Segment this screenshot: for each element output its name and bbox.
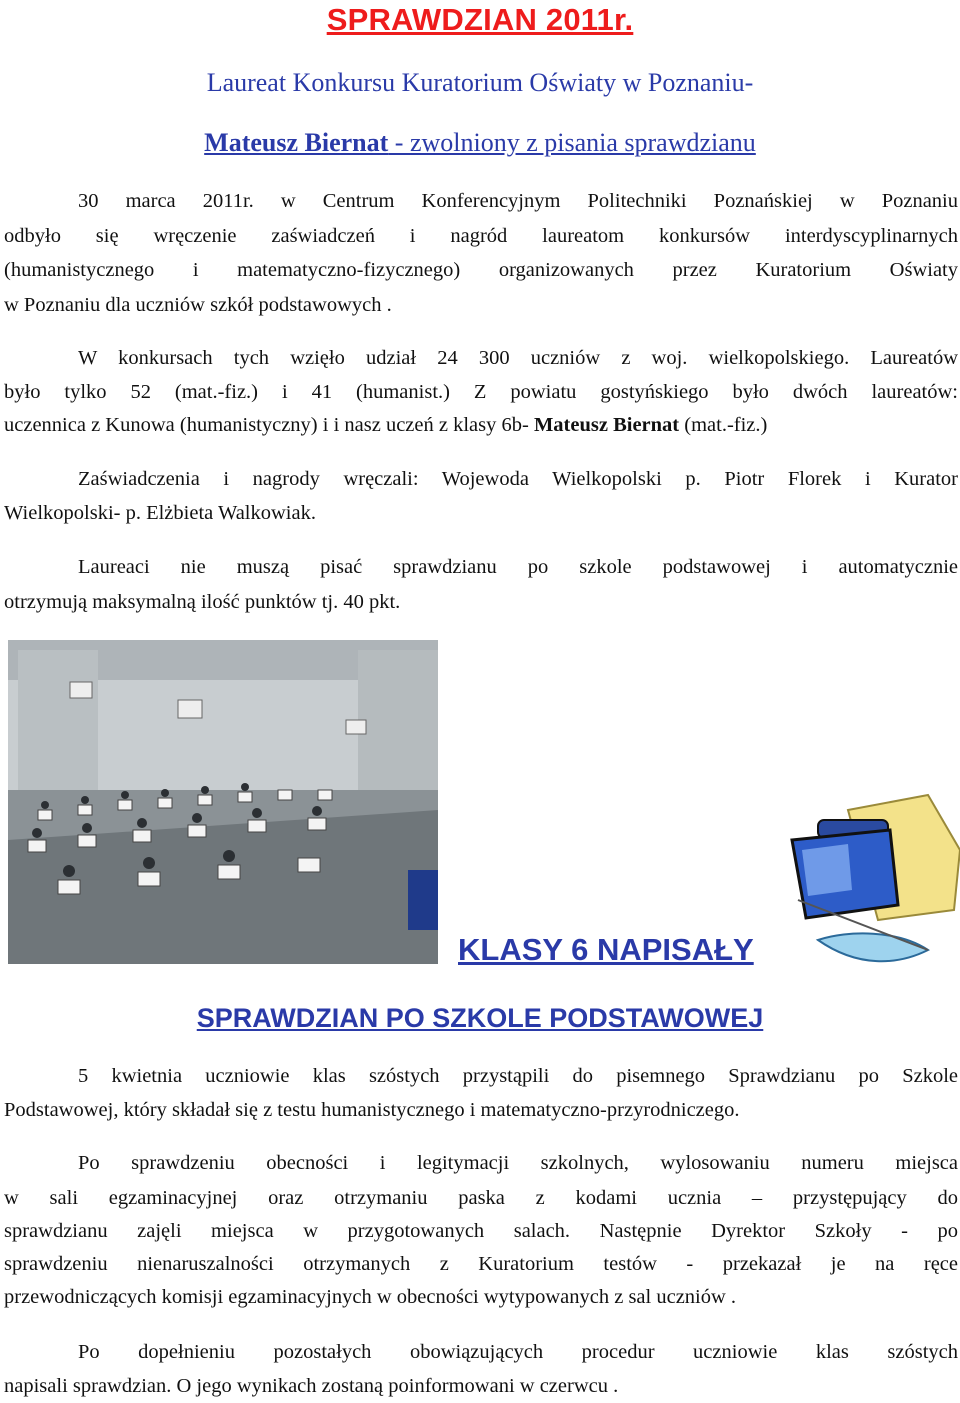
para4-line2: otrzymują maksymalną ilość punktów tj. 40 pkt. [4,591,401,613]
laureate-heading: Laureat Konkursu Kuratorium Oświaty w Poznaniu- [206,68,754,97]
laureate-name: Mateusz Biernat [204,128,389,157]
para1-line4: w Poznaniu dla uczniów szkół podstawowych . [4,294,392,316]
para6-line1: Po sprawdzeniu obecności i legitymacji szkolnych, wylosowaniu numeru miejsca [78,1152,958,1174]
para3-line2: Wielkopolski- p. Elżbieta Walkowiak. [4,502,316,524]
para5-line1: 5 kwietnia uczniowie klas szóstych przystąpili do pisemnego Sprawdzianu po Szkole [78,1065,958,1087]
para6-line4: sprawdzeniu nienaruszalności otrzymanych z Kuratorium testów - przekazał je na ręce [4,1253,958,1275]
para2-line3 [4,409,958,442]
heading-sprawdzian: SPRAWDZIAN PO SZKOLE PODSTAWOWEJ [196,1003,764,1033]
para1-line3: (humanistycznego i matematyczno-fizycznego) organizowanych przez Kuratorium Oświaty [4,259,958,281]
para2-line1: W konkursach tych wzięło udział 24 300 uczniów z woj. wielkopolskiego. Laureatów [78,347,958,369]
para2-line3-text: uczennica z Kunowa (humanistyczny) i i nasz uczeń z klasy 6b- [4,414,534,436]
para6-line2: w sali egzaminacyjnej oraz otrzymaniu paska z kodami ucznia – przystępujący do [4,1187,958,1209]
para1-line2: odbyło się wręczenie zaświadczeń i nagród laureatom konkursów interdyscyplinarnych [4,225,958,247]
para1-line1: 30 marca 2011r. w Centrum Konferencyjnym Politechniki Poznańskiej w Poznaniu [78,190,958,212]
para7-line2: napisali sprawdzian. O jego wynikach zostaną poinformowani w czerwcu . [4,1375,619,1397]
para7-line1: Po dopełnieniu pozostałych obowiązujących procedur uczniowie klas szóstych [78,1341,958,1363]
page-title: SPRAWDZIAN 2011r. [326,2,634,37]
para6-line3: sprawdzianu zajęli miejsca w przygotowanych salach. Następnie Dyrektor Szkoły - po [4,1220,958,1242]
para6-line5: przewodniczących komisji egzaminacyjnych w obecności wytypowanych z sal uczniów . [4,1286,737,1308]
para4-line1: Laureaci nie muszą pisać sprawdzianu po szkole podstawowej i automatycznie [78,556,958,578]
inkwell-quill-clipart [778,790,960,970]
exam-hall-photo [8,640,438,964]
laureate-note: - zwolniony z pisania sprawdzianu [388,128,756,157]
para5-line2: Podstawowej, który składał się z testu humanistycznego i matematyczno-przyrodniczego. [4,1099,740,1121]
para3-line1: Zaświadczenia i nagrody wręczali: Wojewoda Wielkopolski p. Piotr Florek i Kurator [78,468,958,490]
para2-line2: było tylko 52 (mat.-fiz.) i 41 (humanist.) Z powiatu gostyńskiego było dwóch laureatów: [4,381,958,403]
heading-klasy: KLASY 6 NAPISAŁY [458,932,754,967]
laureate-subheading [0,128,960,158]
para2-name: Mateusz Biernat [533,414,680,436]
para2-line3-end: (mat.-fiz.) [679,414,768,436]
